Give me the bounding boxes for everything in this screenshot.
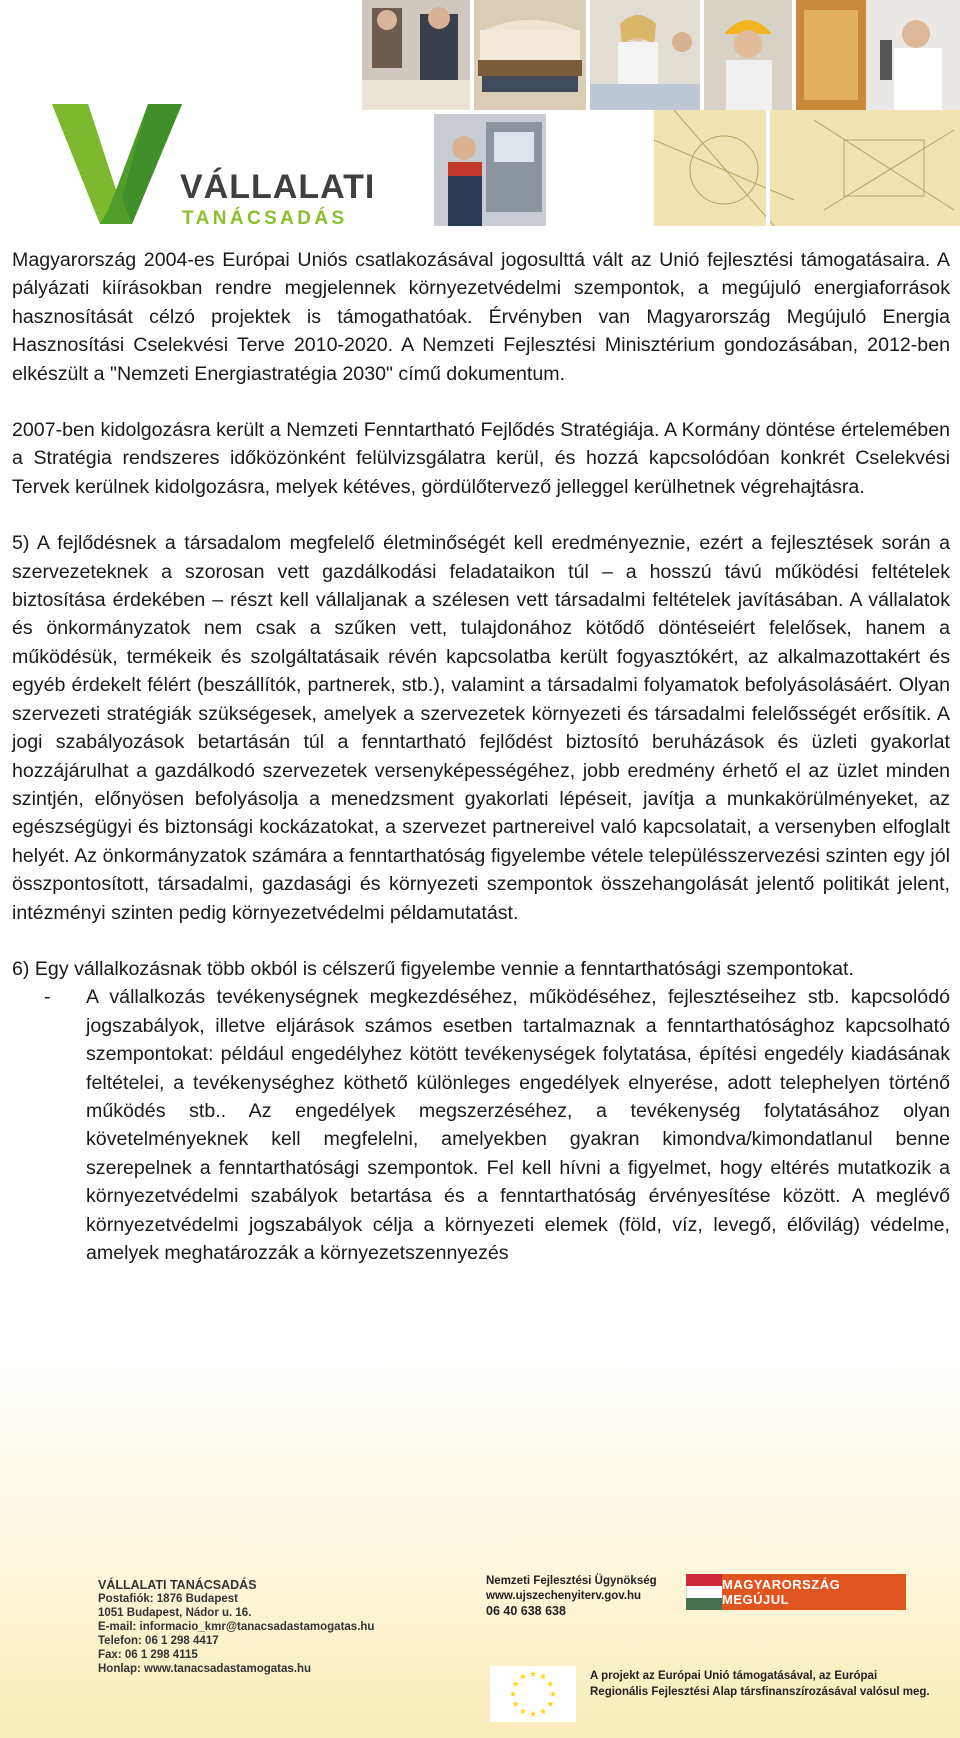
company-fax: Fax: 06 1 298 4115 (98, 1649, 198, 1661)
agency-block (486, 1574, 657, 1619)
logo-title: VÁLLALATI (180, 168, 376, 206)
company-contact-block (98, 1578, 374, 1676)
paragraph-eu-accession: Magyarország 2004-es Európai Uniós csatlakozásával jogosulttá vált az Unió fejlesztési támogatásaira. A pályázati kiírásokban rendre megjelennek környezetvédelmi szempontok, a megújuló energiaforrások hasznosítását célzó projektek is támogathatóak. Érvényben van Magyarország Megújuló Energia Hasznosítási Cselekvési Terve 2010-2020. A Nemzeti Fejlesztési Minisztérium gondozásában, 2012-ben elkészült a "Nemzeti Energiastratégia 2030" című dokumentum. (12, 249, 950, 385)
list-item (12, 983, 950, 1267)
company-logo (52, 98, 376, 236)
company-address: 1051 Budapest, Nádor u. 16. (98, 1607, 252, 1619)
list-dash: - (44, 986, 51, 1009)
header-photo-collage (358, 0, 960, 226)
photo-machinist (434, 114, 546, 226)
v-logo-mark-icon (52, 98, 182, 228)
paragraph-point-6: 6) Egy vállalkozásnak több okból is célszerű figyelembe vennie a fenntarthatósági szempontokat. (12, 957, 854, 980)
hungarian-flag-icon (686, 1574, 722, 1610)
photo-books (474, 0, 586, 110)
document-body (12, 246, 950, 1267)
company-address-pobox: Postafiók: 1876 Budapest (98, 1593, 238, 1605)
magyarorszag-megujul-banner (686, 1574, 906, 1610)
company-email[interactable]: E-mail: informacio_kmr@tanacsadastamogatas.hu (98, 1621, 375, 1633)
photo-scientist-microscope (796, 0, 960, 110)
agency-url[interactable]: www.ujszechenyiterv.gov.hu (486, 1590, 642, 1602)
list-item-text: A vállalkozás tevékenységnek megkezdéséhez, működéséhez, fejlesztéseihez stb. kapcsolódó jogszabályok, illetve eljárások számos esetben tartalmaznak a fenntarthatósághoz kapcsolható szempontokat: például engedélyhez kötött tevékenységek folytatása, építési engedély kiadásának feltételei, a tevékenységhez köthető különleges engedélyek elnyerése, adott telephelyen történő működés stb.. Az engedélyek megszerzéséhez, a tevékenység folytatásához olyan követelményeknek kell megfelelni, amelyekben gyakran kimondva/kimondatlanul benne szerepelnek a fenntarthatósági szempontok. Fel kell hívni a figyelmet, hogy eltérés mutatkozik a környezetvédelmi szabályok betartása és a fenntarthatóság érvényesítése között. A meglévő környezetvédelmi jogszabályok célja a környezeti elemek (föld, víz, levegő, élővilág) védelme, amelyek meghatározzák a környezetszennyezés (86, 986, 950, 1264)
company-website[interactable]: Honlap: www.tanacsadastamogatas.hu (98, 1663, 312, 1675)
photo-technical-drawing (654, 110, 960, 226)
letterhead (0, 0, 960, 240)
eu-flag-icon (490, 1666, 576, 1722)
paragraph-point-5: 5) A fejlődésnek a társadalom megfelelő életminőségét kell eredményeznie, ezért a fejlesztések során a szervezeteknek a szorosan vett gazdálkodási feladataikon túl – a hosszú távú működési feltételek biztosítása érdekében – részt kell vállaljanak a szélesen vett társadalmi feltételek javításában. A vállalatok és önkormányzatok nem csak a szűken vett, tulajdonához kötődő döntéseiért felelősek, hanem a működésük, termékeik és szolgáltatásaik révén kapcsolatba került fogyasztókért, az alkalmazottakért és egyéb érdekelt félért (beszállítók, partnerek, stb.), valamint a társadalmi folyamatok befolyásolásáért. Olyan szervezeti stratégiák szükségesek, amelyek a szervezetek környezeti és társadalmi felelősségét erősítik. A jogi szabályozások betartásán túl a fenntartható fejlődést biztosító beruházások és üzleti gyakorlat hozzájárulhat a gazdálkodó szervezetek versenyképességéhez, jobb eredmény érhető el az üzlet minden szintjén, előnyösen befolyásolja a menedzsment gyakorlati lépéseit, javítja a munkakörülményeket, az egészségügyi és biztonsági kockázatokat, a szervezet partnereivel való kapcsolatait, a versenyben elfoglalt helyét. Az önkormányzatok számára a fenntarthatóság figyelembe vétele településszervezési szinten egy jól összpontosított, társadalmi, gazdasági és környezeti szempontok összehangolását jelentő politikát jelent, intézményi szinten pedig környezetvédelmi példamutatást. (12, 532, 950, 924)
paragraph-sustainable-strategy: 2007-ben kidolgozásra került a Nemzeti Fenntartható Fejlődés Stratégiája. A Kormány döntése értelemében a Stratégia rendszeres időközönként felülvizsgálatra kerül, és hozzá kapcsolódóan konkrét Cselekvési Tervek kerülnek kidolgozásra, melyek kétéves, gördülőtervező jelleggel kerülhetnek végrehajtásra. (12, 419, 950, 498)
photo-students (590, 0, 700, 110)
photo-business-team (362, 0, 470, 110)
banner-text: MAGYARORSZÁG MEGÚJUL (722, 1574, 906, 1610)
agency-phone: 06 40 638 638 (486, 1604, 566, 1618)
company-name: VÁLLALATI TANÁCSADÁS (98, 1578, 257, 1592)
eu-funding-note: A projekt az Európai Unió támogatásával, az Európai Regionális Fejlesztési Alap társfinanszírozásával valósul meg. (590, 1670, 930, 1698)
photo-worker-hardhat (704, 0, 792, 110)
letterhead-footer (0, 1568, 960, 1738)
company-phone: Telefon: 06 1 298 4417 (98, 1635, 219, 1647)
logo-subtitle: TANÁCSADÁS (182, 208, 348, 229)
agency-name: Nemzeti Fejlesztési Ügynökség (486, 1575, 657, 1587)
